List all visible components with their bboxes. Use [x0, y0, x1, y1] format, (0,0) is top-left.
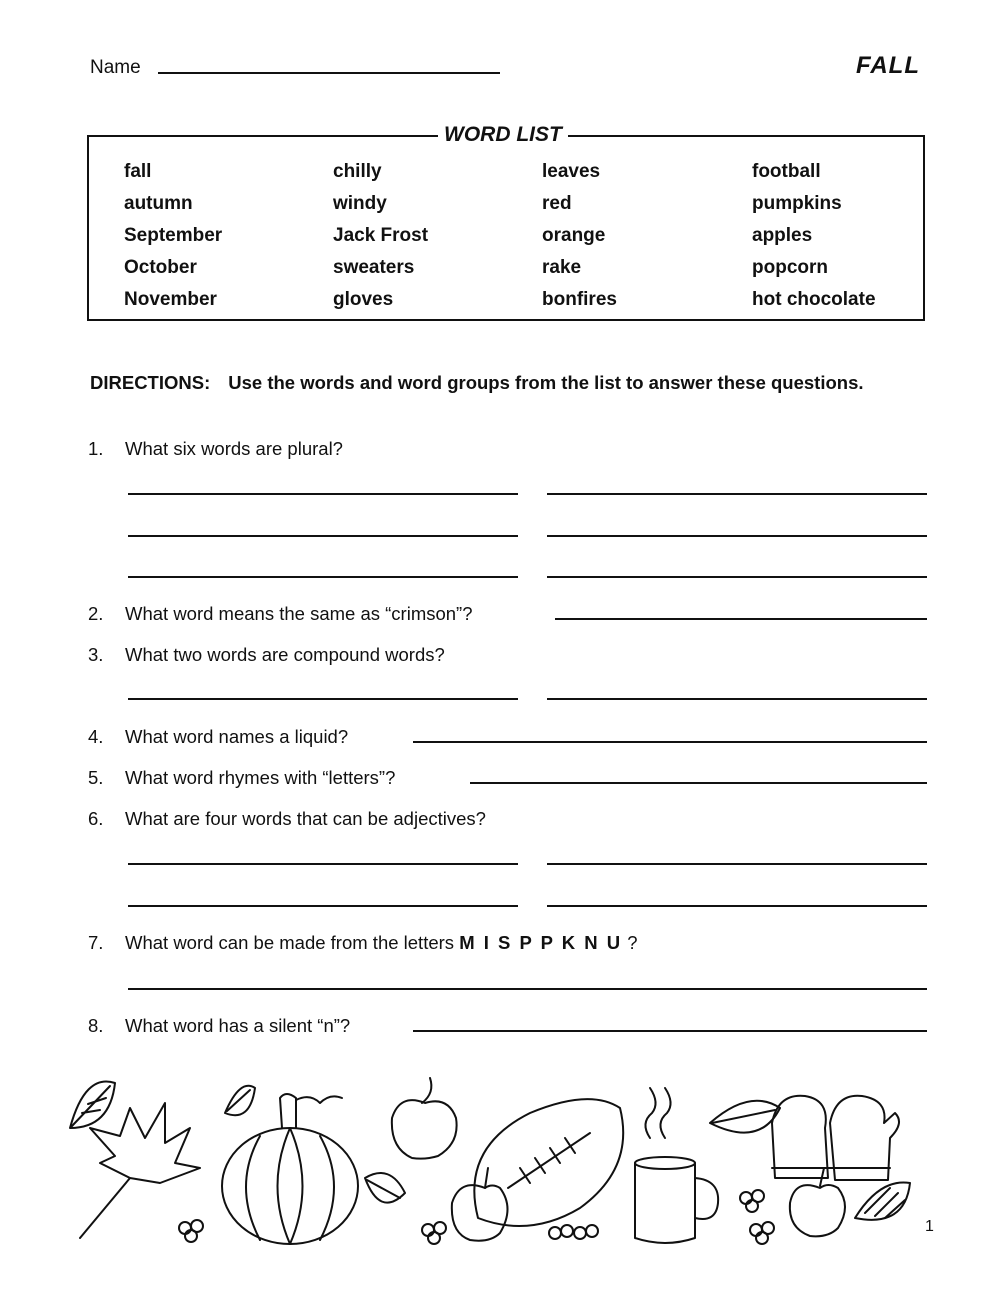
word-list-item: October	[124, 257, 197, 278]
answer-line[interactable]	[547, 535, 927, 537]
question-text: What word has a silent “n”?	[125, 1015, 351, 1036]
question-number: 7.	[88, 932, 104, 953]
mittens-icon	[772, 1096, 899, 1180]
question-text: What six words are plural?	[125, 438, 343, 459]
word-list-column-4	[752, 160, 952, 320]
apple-icon	[452, 1168, 508, 1241]
scrambled-letters: M I S P P K N U	[459, 932, 623, 953]
fall-border-illustration	[60, 1068, 920, 1248]
question-number: 1.	[88, 438, 104, 459]
question-text	[125, 932, 638, 954]
word-list-title: WORD LIST	[438, 123, 568, 147]
leaf-icon	[710, 1101, 780, 1133]
answer-line[interactable]	[413, 741, 927, 743]
word-list-column-1	[124, 160, 324, 320]
word-list-item: popcorn	[752, 257, 828, 278]
apple-icon	[392, 1078, 457, 1159]
word-list-item: football	[752, 161, 821, 182]
question-number: 3.	[88, 644, 104, 665]
leaf-icon	[70, 1081, 115, 1128]
page-title: FALL	[856, 52, 920, 79]
answer-line[interactable]	[128, 535, 518, 537]
mug-icon	[635, 1088, 718, 1243]
directions-text: Use the words and word groups from the list to answer these questions.	[228, 372, 864, 393]
question-number: 2.	[88, 603, 104, 624]
name-label: Name	[90, 57, 141, 78]
answer-line[interactable]	[128, 698, 518, 700]
word-list-item: orange	[542, 225, 606, 246]
answer-line[interactable]	[413, 1030, 927, 1032]
question-text: What word means the same as “crimson”?	[125, 603, 473, 624]
answer-line[interactable]	[555, 618, 927, 620]
name-field[interactable]	[158, 72, 500, 74]
question-text: What word names a liquid?	[125, 726, 349, 747]
word-list-item: gloves	[333, 289, 394, 310]
leaf-icon	[365, 1173, 405, 1203]
word-list-item: fall	[124, 161, 152, 182]
word-list-item: autumn	[124, 193, 193, 214]
word-list-item: windy	[333, 193, 387, 214]
answer-line[interactable]	[128, 863, 518, 865]
football-icon	[474, 1099, 623, 1226]
word-list-item: September	[124, 225, 223, 246]
word-list-item: leaves	[542, 161, 601, 182]
word-list-item: sweaters	[333, 257, 415, 278]
question-text: What word rhymes with “letters”?	[125, 767, 396, 788]
answer-line[interactable]	[128, 905, 518, 907]
word-list-item: red	[542, 193, 572, 214]
pumpkin-icon	[222, 1094, 358, 1244]
question-text: What two words are compound words?	[125, 644, 445, 665]
word-list-item: Jack Frost	[333, 225, 429, 246]
question-text: What are four words that can be adjectives?	[125, 808, 486, 829]
answer-line[interactable]	[547, 905, 927, 907]
word-list-item: pumpkins	[752, 193, 842, 214]
answer-line[interactable]	[547, 493, 927, 495]
word-list-item: November	[124, 289, 217, 310]
word-list-item: rake	[542, 257, 582, 278]
word-list-item: hot chocolate	[752, 289, 876, 310]
word-list-column-3	[542, 160, 742, 320]
maple-leaf-icon	[80, 1103, 200, 1238]
popcorn-icon	[179, 1190, 774, 1244]
directions	[90, 372, 864, 394]
answer-line[interactable]	[547, 698, 927, 700]
directions-label: DIRECTIONS:	[90, 372, 211, 393]
page-number: 1	[925, 1218, 934, 1235]
leaf-icon	[225, 1086, 255, 1115]
answer-line[interactable]	[547, 576, 927, 578]
answer-line[interactable]	[128, 576, 518, 578]
question-number: 8.	[88, 1015, 104, 1036]
word-list-item: apples	[752, 225, 813, 246]
question-text-main: What word can be made from the letters	[125, 932, 455, 953]
leaf-icon	[855, 1182, 910, 1219]
question-number: 5.	[88, 767, 104, 788]
question-text-suffix: ?	[627, 932, 638, 953]
answer-line[interactable]	[128, 988, 927, 990]
answer-line[interactable]	[128, 493, 518, 495]
word-list-item: chilly	[333, 161, 382, 182]
question-number: 6.	[88, 808, 104, 829]
answer-line[interactable]	[547, 863, 927, 865]
word-list-column-2	[333, 160, 533, 320]
question-number: 4.	[88, 726, 104, 747]
answer-line[interactable]	[470, 782, 927, 784]
word-list-item: bonfires	[542, 289, 617, 310]
